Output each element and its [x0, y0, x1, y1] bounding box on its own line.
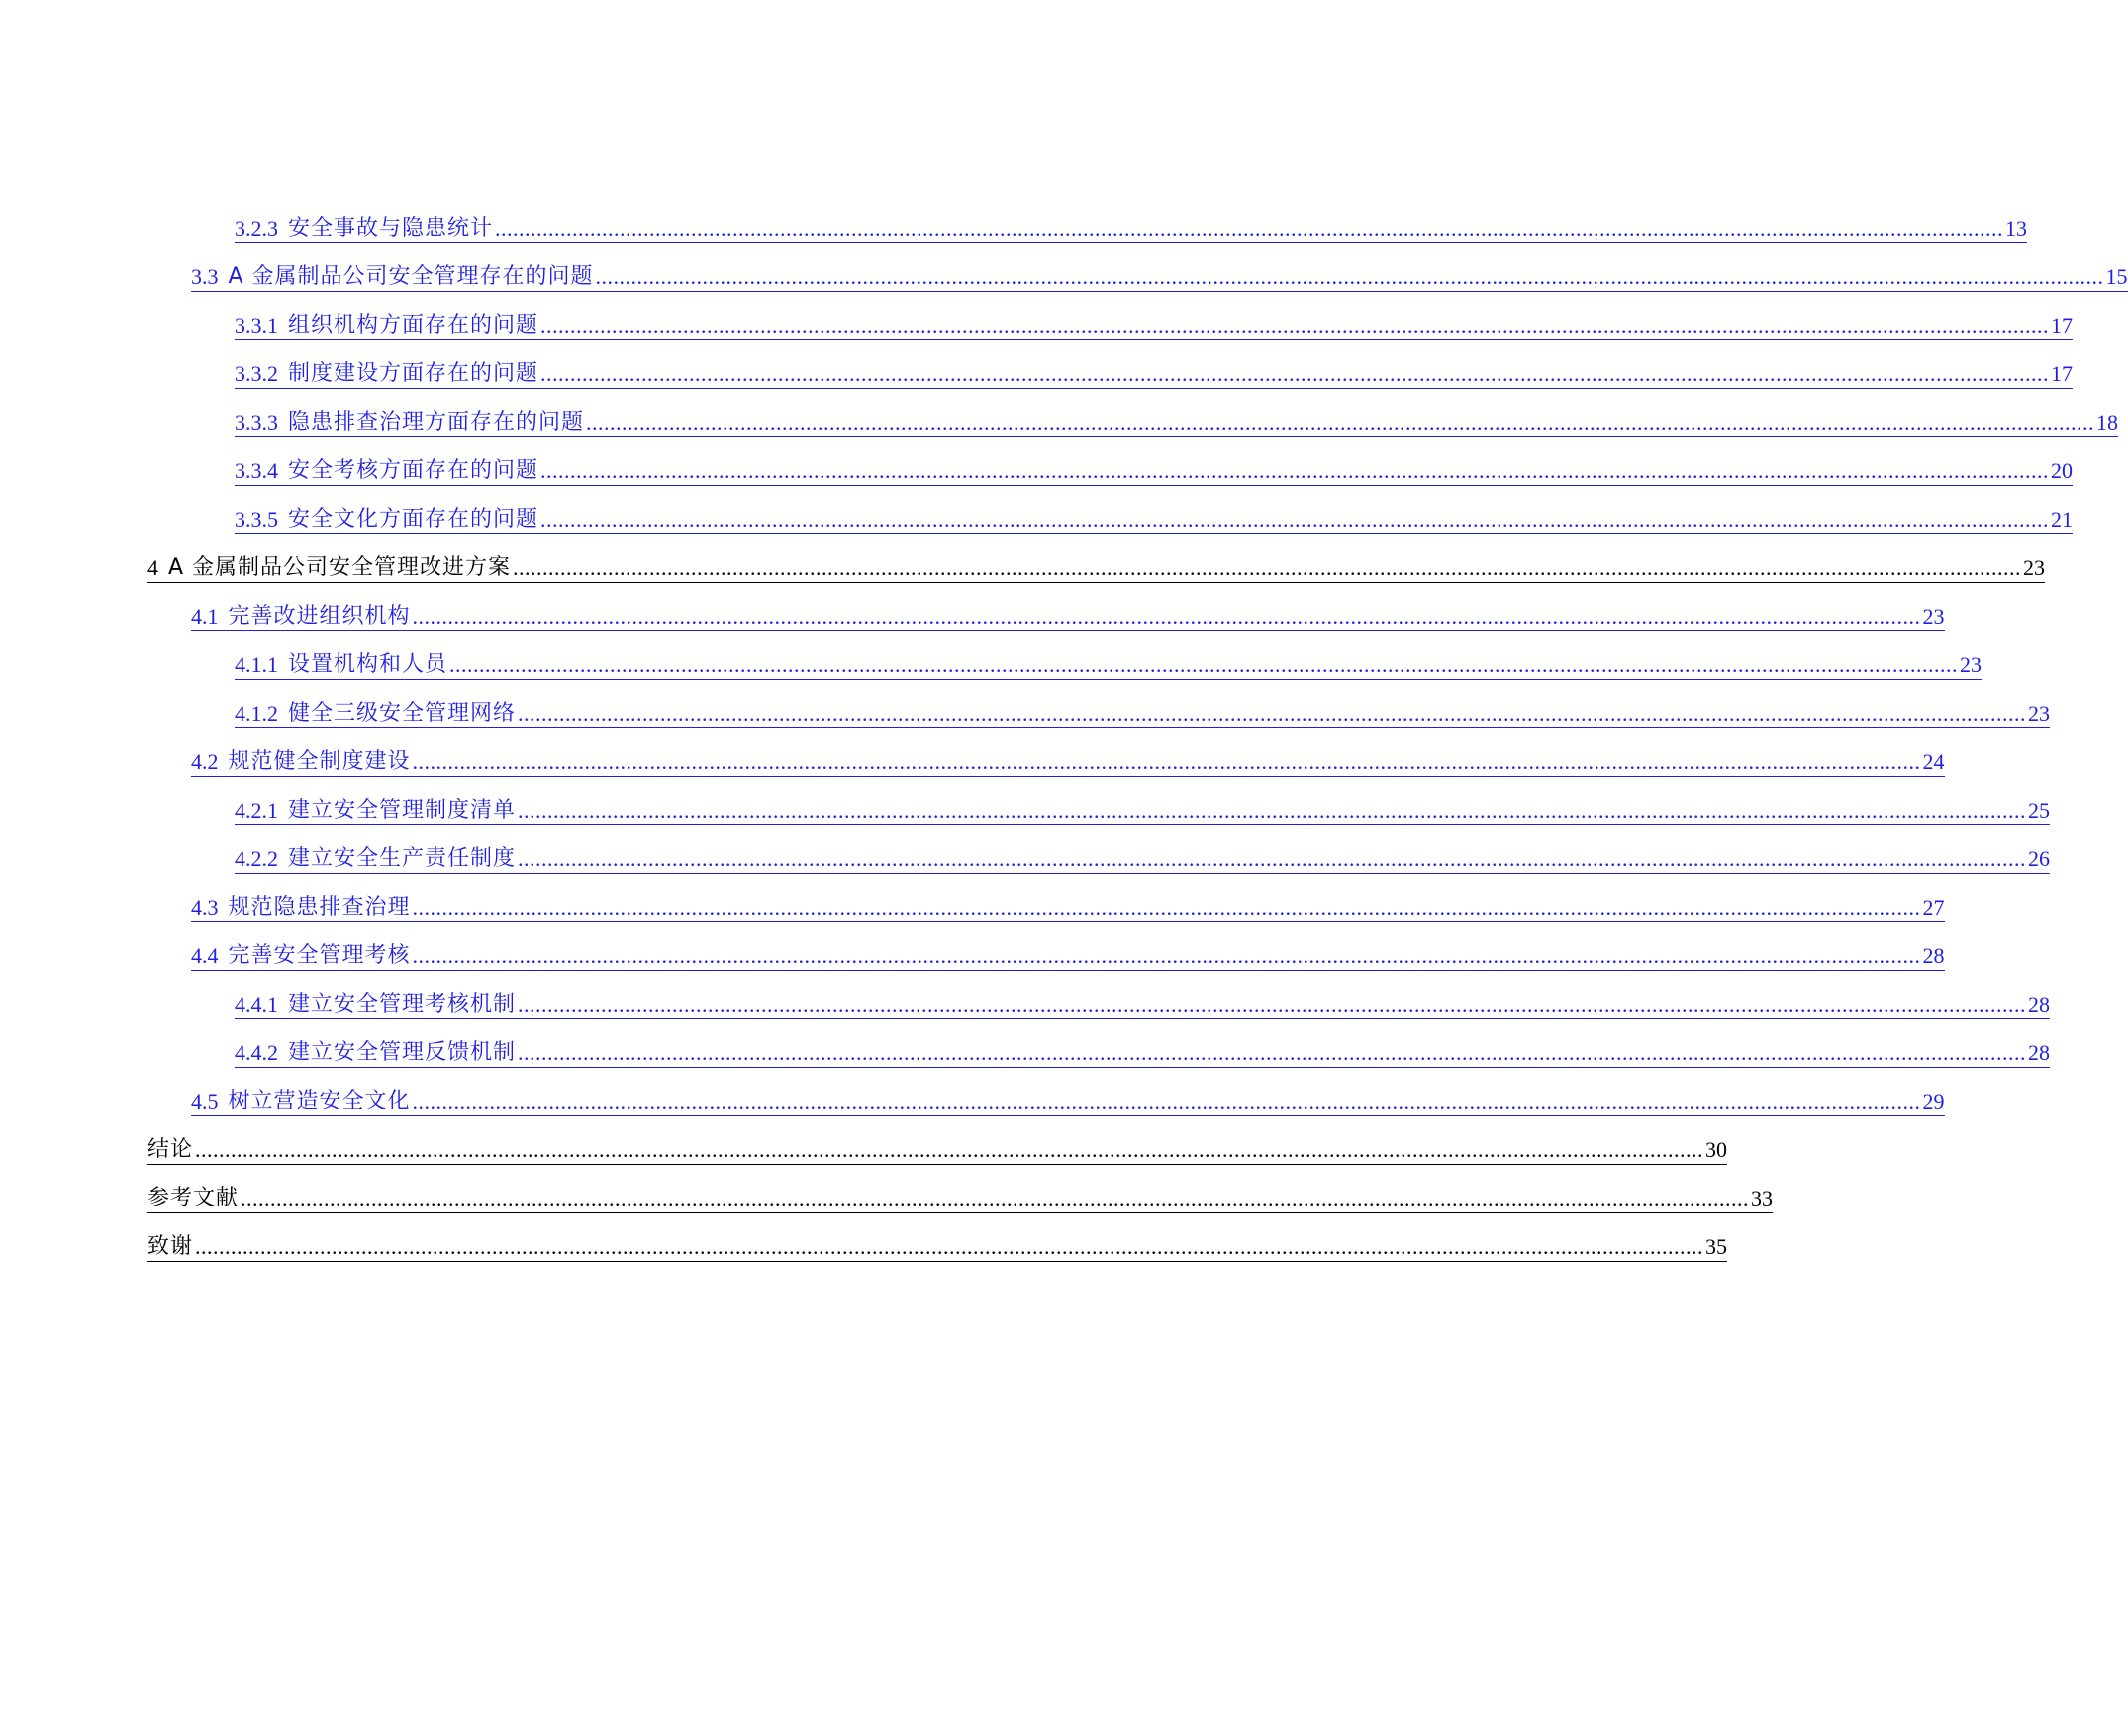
toc-entry-page: 15	[2105, 264, 2128, 289]
toc-entry-number: 3.3.5	[235, 507, 278, 531]
toc-dot-leader	[413, 604, 1921, 629]
toc-entry-number: 3.3.2	[235, 361, 278, 386]
toc-entry-page: 28	[2028, 1040, 2051, 1065]
toc-dot-leader	[540, 313, 2049, 338]
toc-entry-title: 制度建设方面存在的问题	[288, 361, 539, 386]
toc-entry-page: 23	[1960, 652, 1983, 677]
toc-dot-leader	[513, 555, 2021, 581]
toc-entry-page: 27	[1922, 895, 1945, 919]
toc-entry-page: 33	[1751, 1186, 1774, 1210]
toc-entry-title: 建立安全管理制度清单	[288, 798, 517, 822]
toc-entry-title: 安全事故与隐患统计	[288, 216, 494, 241]
toc-entry-4-1[interactable]	[147, 583, 1945, 631]
toc-dot-leader	[413, 895, 1921, 920]
toc-dot-leader	[586, 410, 2094, 435]
toc-entry-page: 35	[1705, 1234, 1728, 1259]
toc-dot-leader	[413, 943, 1921, 969]
toc-entry-number: 4.2.1	[235, 798, 278, 822]
toc-entry-number: 4.4.2	[235, 1040, 278, 1065]
toc-entry-page: 24	[1922, 749, 1945, 774]
toc-entry-number: 4.3	[191, 895, 219, 919]
toc-entry-3-3[interactable]	[147, 243, 2128, 292]
toc-entry-4-2[interactable]	[147, 728, 1945, 777]
toc-entry-number: 4.1.2	[235, 701, 278, 725]
toc-entry-title: 隐患排查治理方面存在的问题	[288, 410, 585, 434]
toc-entry-page: 30	[1705, 1137, 1728, 1162]
toc-entry-page: 23	[2028, 701, 2051, 725]
toc-entry-4-2-1[interactable]	[147, 777, 2051, 825]
toc-entry-number: 4.4	[191, 943, 219, 968]
toc-entry-title: A 金属制品公司安全管理改进方案	[168, 555, 512, 580]
toc-entry-4[interactable]	[147, 534, 2046, 583]
toc-entry-title: 建立安全生产责任制度	[288, 846, 517, 871]
toc-entry-4-1-2[interactable]	[147, 680, 2051, 728]
toc-entry-number: 4.4.1	[235, 992, 278, 1016]
toc-dot-leader	[518, 798, 2026, 823]
toc-entry-title: 健全三级安全管理网络	[288, 701, 517, 725]
toc-entry-page: 18	[2096, 410, 2119, 434]
toc-dot-leader	[241, 1186, 1749, 1211]
toc-entry-number: 3.3	[191, 264, 219, 289]
toc-entry-number: 3.2.3	[235, 216, 278, 241]
toc-entry-title: A 金属制品公司安全管理存在的问题	[228, 264, 594, 289]
toc-entry-references[interactable]	[147, 1165, 1774, 1213]
toc-dot-leader	[195, 1137, 1703, 1163]
toc-entry-number: 4.2	[191, 749, 219, 774]
toc-entry-number: 4.1.1	[235, 652, 278, 677]
toc-entry-3-3-5[interactable]	[147, 486, 2074, 534]
toc-entry-number: 4.2.2	[235, 846, 278, 871]
toc-entry-page: 23	[1922, 604, 1945, 628]
toc-entry-number: 3.3.4	[235, 458, 278, 483]
toc-dot-leader	[195, 1234, 1703, 1260]
toc-entry-3-2-3[interactable]	[147, 195, 2028, 243]
toc-entry-page: 28	[2028, 992, 2051, 1016]
toc-entry-page: 28	[1922, 943, 1945, 968]
toc-dot-leader	[518, 1040, 2026, 1066]
toc-entry-title: 安全文化方面存在的问题	[288, 507, 539, 531]
toc-entry-page: 13	[2005, 216, 2028, 241]
toc-entry-title: 结论	[147, 1137, 194, 1162]
toc-entry-number: 4	[147, 555, 158, 580]
toc-dot-leader	[518, 846, 2026, 872]
toc-dot-leader	[596, 264, 2104, 290]
toc-entry-title: 致谢	[147, 1234, 194, 1259]
toc-entry-title: 完善改进组织机构	[228, 604, 411, 628]
toc-entry-title: 树立营造安全文化	[228, 1089, 411, 1113]
toc-dot-leader	[540, 361, 2049, 387]
toc-entry-title: 建立安全管理考核机制	[288, 992, 517, 1016]
toc-entry-title: 安全考核方面存在的问题	[288, 458, 539, 483]
toc-entry-4-4[interactable]	[147, 922, 1945, 971]
table-of-contents	[147, 195, 2128, 1262]
toc-dot-leader	[449, 652, 1958, 678]
toc-dot-leader	[413, 1089, 1921, 1114]
toc-entry-4-4-1[interactable]	[147, 971, 2051, 1019]
toc-entry-page: 17	[2051, 313, 2074, 338]
toc-entry-4-1-1[interactable]	[147, 631, 1983, 680]
toc-entry-number: 3.3.3	[235, 410, 278, 434]
toc-entry-page: 29	[1922, 1089, 1945, 1113]
toc-dot-leader	[413, 749, 1921, 775]
toc-entry-page: 17	[2051, 361, 2074, 386]
toc-entry-conclusion[interactable]	[147, 1116, 1728, 1165]
toc-entry-3-3-1[interactable]	[147, 292, 2074, 340]
toc-dot-leader	[518, 992, 2026, 1017]
toc-entry-page: 25	[2028, 798, 2051, 822]
toc-entry-4-3[interactable]	[147, 874, 1945, 922]
toc-entry-4-5[interactable]	[147, 1068, 1945, 1116]
toc-entry-number: 4.1	[191, 604, 219, 628]
toc-entry-title: 设置机构和人员	[288, 652, 448, 677]
toc-entry-3-3-2[interactable]	[147, 340, 2074, 389]
toc-entry-title: 规范健全制度建设	[228, 749, 411, 774]
toc-entry-title: 组织机构方面存在的问题	[288, 313, 539, 338]
toc-entry-page: 23	[2023, 555, 2046, 580]
toc-entry-3-3-4[interactable]	[147, 437, 2074, 486]
toc-entry-page: 21	[2051, 507, 2074, 531]
toc-dot-leader	[518, 701, 2026, 726]
toc-entry-title: 参考文献	[147, 1186, 240, 1210]
toc-entry-page: 20	[2051, 458, 2074, 483]
toc-entry-4-4-2[interactable]	[147, 1019, 2051, 1068]
toc-entry-3-3-3[interactable]	[147, 389, 2119, 437]
toc-dot-leader	[495, 216, 2003, 241]
toc-entry-acknowledgements[interactable]	[147, 1213, 1728, 1262]
toc-dot-leader	[540, 458, 2049, 484]
toc-entry-title: 完善安全管理考核	[228, 943, 411, 968]
toc-entry-page: 26	[2028, 846, 2051, 871]
toc-entry-number: 4.5	[191, 1089, 219, 1113]
toc-entry-number: 3.3.1	[235, 313, 278, 338]
toc-entry-title: 规范隐患排查治理	[228, 895, 411, 919]
toc-entry-4-2-2[interactable]	[147, 825, 2051, 874]
toc-dot-leader	[540, 507, 2049, 532]
toc-entry-title: 建立安全管理反馈机制	[288, 1040, 517, 1065]
